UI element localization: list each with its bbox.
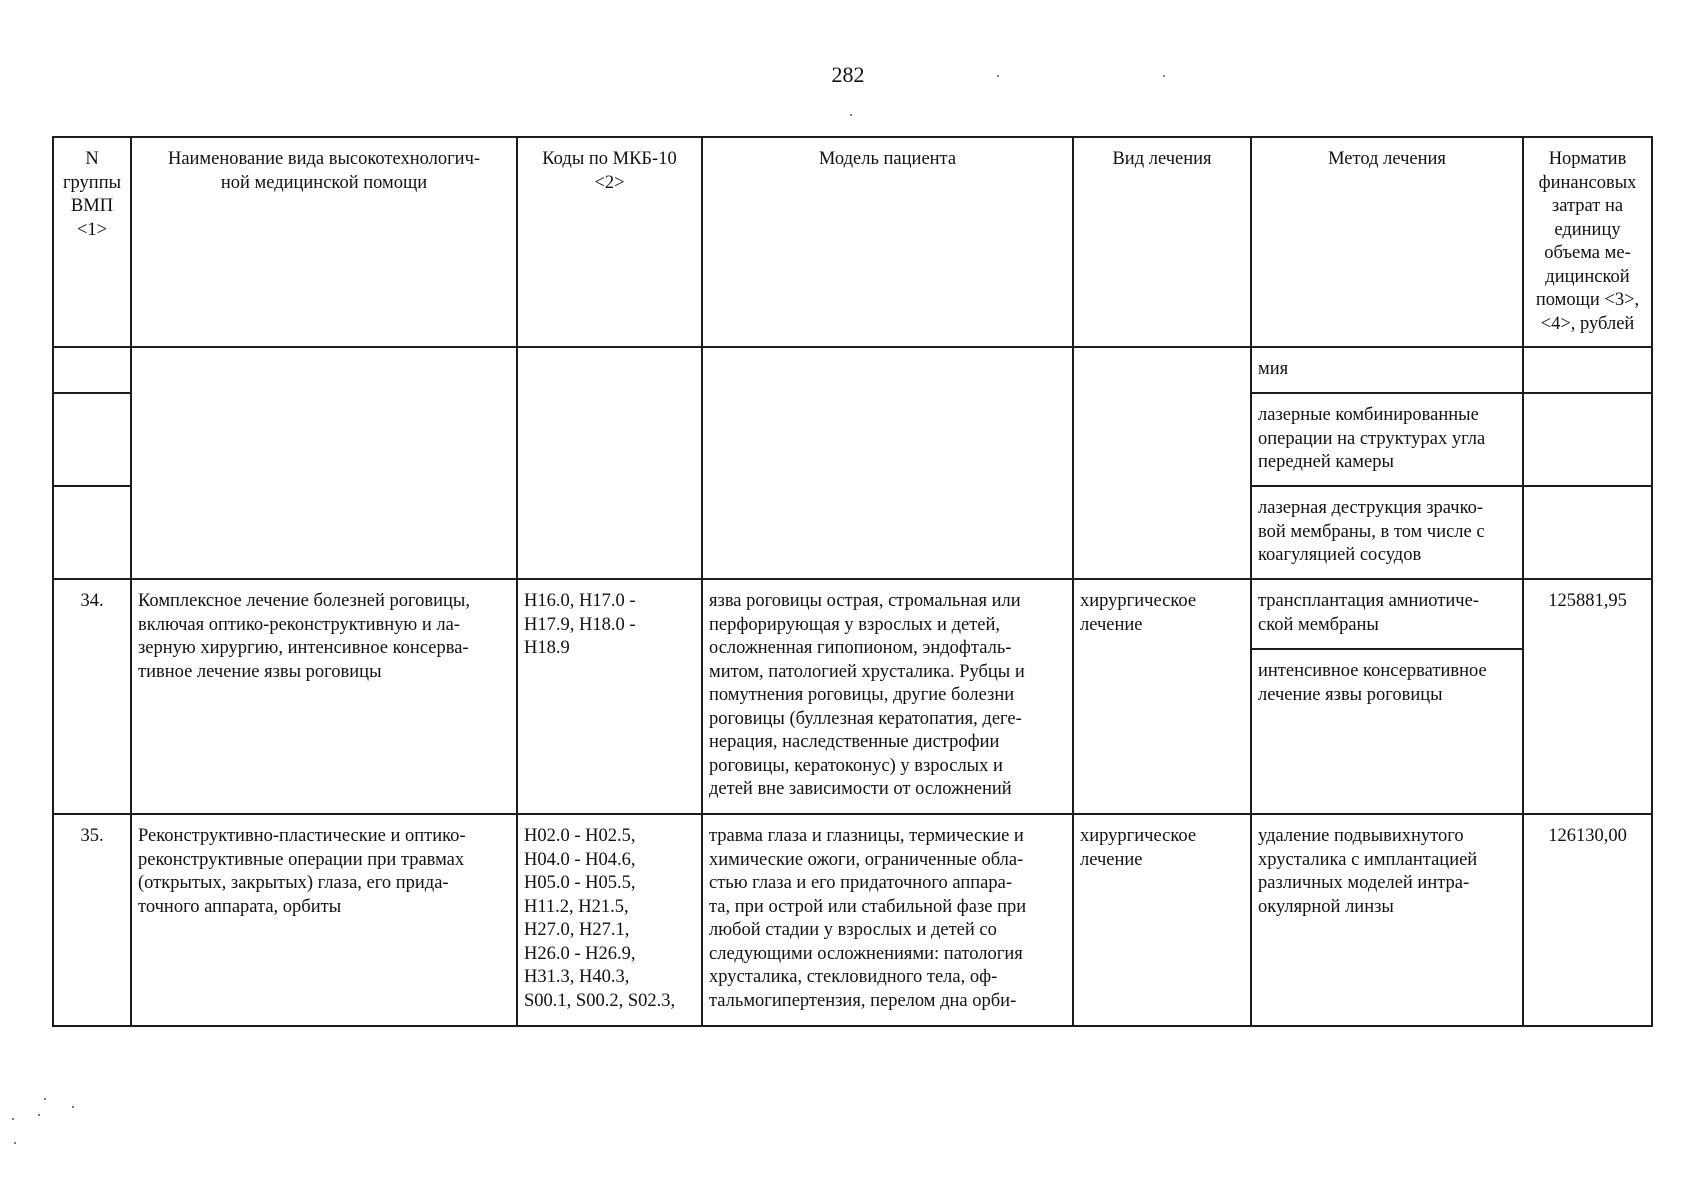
group-cell — [53, 486, 131, 579]
table-row — [53, 814, 1652, 1026]
patient-model-cell: язва роговицы острая, стромальная или перфорирующая у взрослых и детей, осложненная гипопионом, эндофталь- митом, патологией хрусталика. Рубцы и помутнения роговицы, другие болезни роговицы (буллезная кератопатия, деге- нерация, наследственные дистрофии роговицы, кератоконус) у взрослых и детей вне зависимости от осложнений — [702, 579, 1073, 814]
cost-norm-cell: 126130,00 — [1523, 814, 1652, 1026]
scan-speck — [38, 1114, 40, 1116]
group-cell — [53, 393, 131, 486]
scan-speck — [72, 1106, 74, 1108]
treatment-method-cell: лазерная деструкция зрачко- вой мембраны, в том числе с коагуляцией сосудов — [1251, 486, 1523, 579]
scan-speck — [14, 1142, 16, 1144]
cost-norm-cell — [1523, 393, 1652, 486]
icd10-codes-cell: H16.0, H17.0 - H17.9, H18.0 - H18.9 — [517, 579, 702, 814]
icd10-codes-cell — [517, 347, 702, 579]
table-header-row — [53, 137, 1652, 347]
scan-speck — [1163, 75, 1165, 77]
patient-model-cell: травма глаза и глазницы, термические и химические ожоги, ограниченные обла- стью глаза и его придаточного аппара- та, при острой или стабильной фазе при любой стадии у взрослых и детей со следующими осложнениями: патология хрусталика, стекловидного тела, оф- тальмогипертензия, перелом дна орби- — [702, 814, 1073, 1026]
cost-norm-cell — [1523, 347, 1652, 393]
care-type-name-cell — [131, 347, 517, 579]
cost-norm-cell — [1523, 486, 1652, 579]
scan-speck — [12, 1118, 14, 1120]
care-type-name-cell: Комплексное лечение болезней роговицы, включая оптико-реконструктивную и ла- зерную хирургию, интенсивное консерва- тивное лечение язвы роговицы — [131, 579, 517, 814]
treatment-kind-cell — [1073, 347, 1251, 579]
header-group-number: N группы ВМП <1> — [53, 137, 131, 347]
header-cost-norm: Норматив финансовых затрат на единицу объема ме- дицинской помощи <3>, <4>, рублей — [1523, 137, 1652, 347]
patient-model-cell — [702, 347, 1073, 579]
header-icd10-codes: Коды по МКБ-10 <2> — [517, 137, 702, 347]
treatment-kind-cell: хирургическое лечение — [1073, 814, 1251, 1026]
header-treatment-kind: Вид лечения — [1073, 137, 1251, 347]
header-care-type-name: Наименование вида высокотехнологич- ной медицинской помощи — [131, 137, 517, 347]
treatment-method-cell: удаление подвывихнутого хрусталика с имплантацией различных моделей интра- окулярной линзы — [1251, 814, 1523, 1026]
header-patient-model: Модель пациента — [702, 137, 1073, 347]
group-cell — [53, 347, 131, 393]
care-type-name-cell: Реконструктивно-пластические и оптико- реконструктивные операции при травмах (открытых, закрытых) глаза, его прида- точного аппарата, орбиты — [131, 814, 517, 1026]
treatment-method-cell: лазерные комбинированные операции на структурах угла передней камеры — [1251, 393, 1523, 486]
group-number-cell: 34. — [53, 579, 131, 814]
treatment-method-cell: мия — [1251, 347, 1523, 393]
icd10-codes-cell: H02.0 - H02.5, H04.0 - H04.6, H05.0 - H05.5, H11.2, H21.5, H27.0, H27.1, H26.0 - H26.9, H31.3, H40.3, S00.1, S00.2, S02.3, — [517, 814, 702, 1026]
scan-speck — [850, 114, 852, 116]
scan-speck — [997, 75, 999, 77]
treatment-kind-cell: хирургическое лечение — [1073, 579, 1251, 814]
header-treatment-method: Метод лечения — [1251, 137, 1523, 347]
group-number-cell: 35. — [53, 814, 131, 1026]
treatment-method-cell: трансплантация амниотиче- ской мембраны — [1251, 579, 1523, 649]
table-row — [53, 347, 1652, 393]
treatment-method-cell: интенсивное консервативное лечение язвы роговицы — [1251, 649, 1523, 814]
vmp-table — [52, 136, 1653, 1027]
table-row — [53, 579, 1652, 649]
cost-norm-cell: 125881,95 — [1523, 579, 1652, 814]
scan-speck — [44, 1098, 46, 1100]
page-number: 282 — [831, 62, 865, 87]
